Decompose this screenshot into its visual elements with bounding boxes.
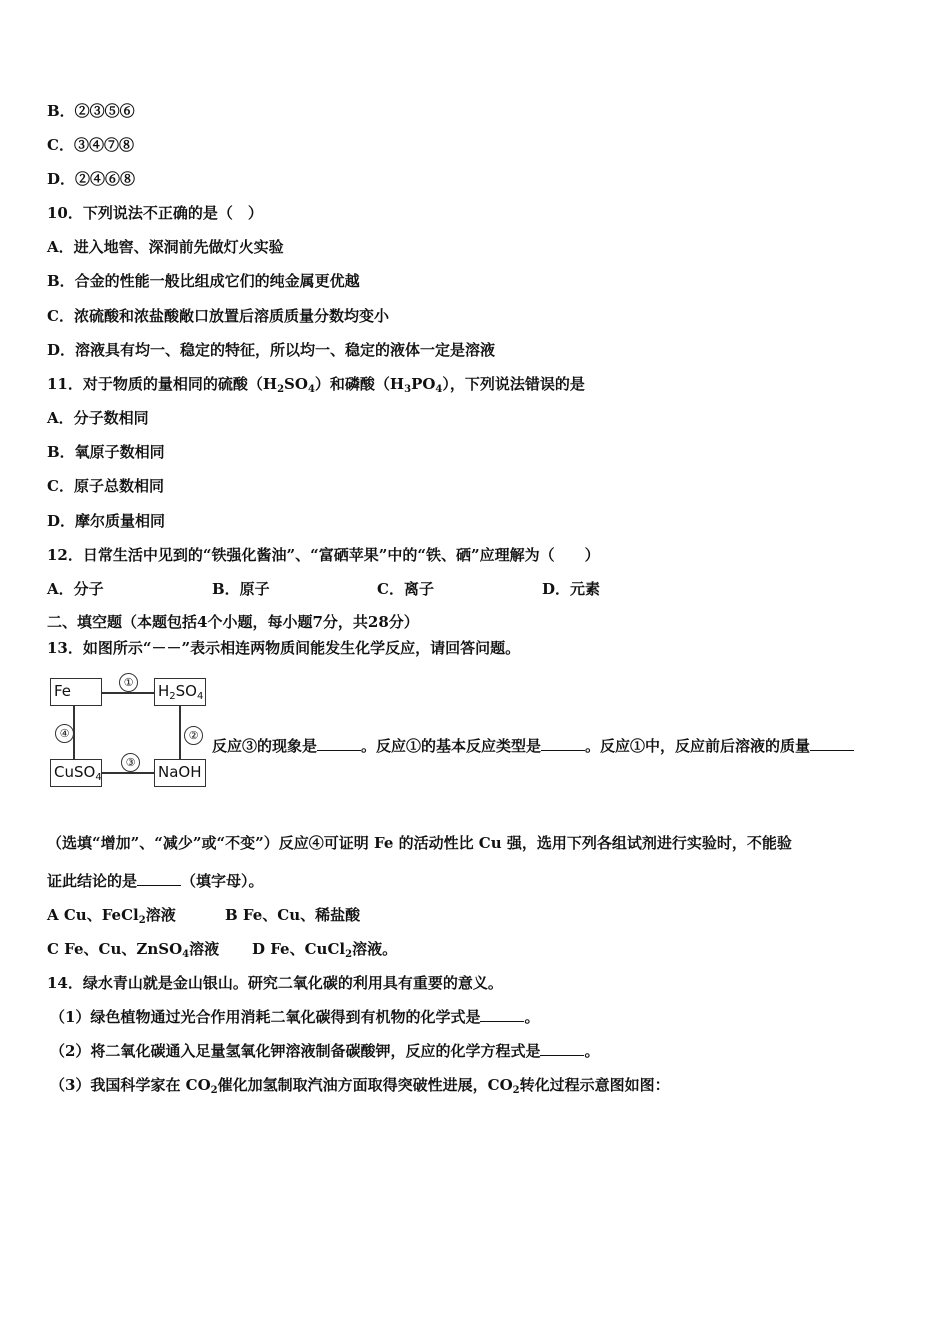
q10-option-a: A．进入地窖、深洞前先做灯火实验 [47,238,284,256]
q9-option-d: D．②④⑥⑧ [47,170,136,188]
q9-option-b: B．②③⑤⑥ [47,102,135,120]
answer-blank[interactable] [317,736,361,751]
answer-blank[interactable] [480,1007,524,1022]
connector-2 [179,705,181,760]
q12-option-b: B．原子 [212,580,270,598]
answer-blank[interactable] [137,871,181,886]
connector-1 [101,692,155,694]
q12-options [47,579,600,599]
q13-option-b: B Fe、Cu、稀盐酸 [225,906,361,924]
q10-stem: 10．下列说法不正确的是（ ） [47,204,263,222]
q13-stem: 13．如图所示“－－”表示相连两物质间能发生化学反应，请回答问题。 [47,639,521,657]
q11-option-a: A．分子数相同 [47,409,149,427]
reaction-1-marker: ① [119,673,138,692]
answer-blank[interactable] [810,736,854,751]
q12-option-a: A．分子 [47,580,104,598]
q11-option-d: D．摩尔质量相同 [47,512,166,530]
q9-option-c: C．③④⑦⑧ [47,136,134,154]
h2so4-box: $H_2SO_4$ [154,678,206,706]
q13-question-line2: （选填“增加”、“减少”或“不变”）反应④可证明 Fe 的活动性比 Cu 强，选用下列各组试剂进行实验时，不能验 [47,834,792,852]
q12-option-d: D．元素 [542,580,601,598]
q13-question-line3: 证此结论的是 （填字母）。 [47,872,264,890]
q13-question-line1: 反应③的现象是 。反应①的基本反应类型是 。反应①中，反应前后溶液的质量 [212,735,854,756]
cuso4-box: CuSO$_4$ [50,759,102,787]
q14-part1: （1）绿色植物通过光合作用消耗二氧化碳得到有机物的化学式是 。 [50,1008,540,1026]
q13-option-c: C Fe、Cu、ZnSO$_4$溶液 [47,940,220,960]
section-title: 二、填空题（本题包括4个小题，每小题7分，共28分） [47,613,419,631]
q10-option-b: B．合金的性能一般比组成它们的纯金属更优越 [47,272,360,290]
reaction-2-marker: ② [184,726,203,745]
q13-option-a: A Cu、FeCl$_2$溶液 [47,906,176,926]
connector-3 [101,772,155,774]
answer-blank[interactable] [541,736,585,751]
fe-box: Fe [50,678,102,706]
q14-part2: （2）将二氧化碳通入足量氢氧化钾溶液制备碳酸钾，反应的化学方程式是 。 [50,1042,600,1060]
q11-option-c: C．原子总数相同 [47,477,164,495]
q11-stem: 11．对于物质的量相同的硫酸$(H_2SO_4)$和磷酸$(H_3PO_4)$，下列说法错误的是 [47,375,585,395]
naoh-box: NaOH [154,759,206,787]
reaction-3-marker: ③ [121,753,140,772]
reaction-4-marker: ④ [55,724,74,743]
q12-option-c: C．离子 [377,580,434,598]
q13-options-row2 [47,939,397,959]
q10-option-d: D．溶液具有均一、稳定的特征，所以均一、稳定的液体一定是溶液 [47,341,496,359]
q14-stem: 14．绿水青山就是金山银山。研究二氧化碳的利用具有重要的意义。 [47,974,503,992]
q10-option-c: C．浓硫酸和浓盐酸敞口放置后溶质质量分数均变小 [47,307,389,325]
answer-blank[interactable] [540,1041,584,1056]
q14-part3: （3）我国科学家在 $CO_2$催化加氢制取汽油方面取得突破性进展，$CO_2$转化过程示意图如图： [50,1076,670,1096]
q12-stem: 12．日常生活中见到的“铁强化酱油”、“富硒苹果”中的“铁、硒”应理解为（ ） [47,546,600,564]
q13-options-row1 [47,905,360,925]
q11-option-b: B．氧原子数相同 [47,443,165,461]
q13-option-d: D Fe、CuCl$_2$溶液。 [252,940,398,960]
